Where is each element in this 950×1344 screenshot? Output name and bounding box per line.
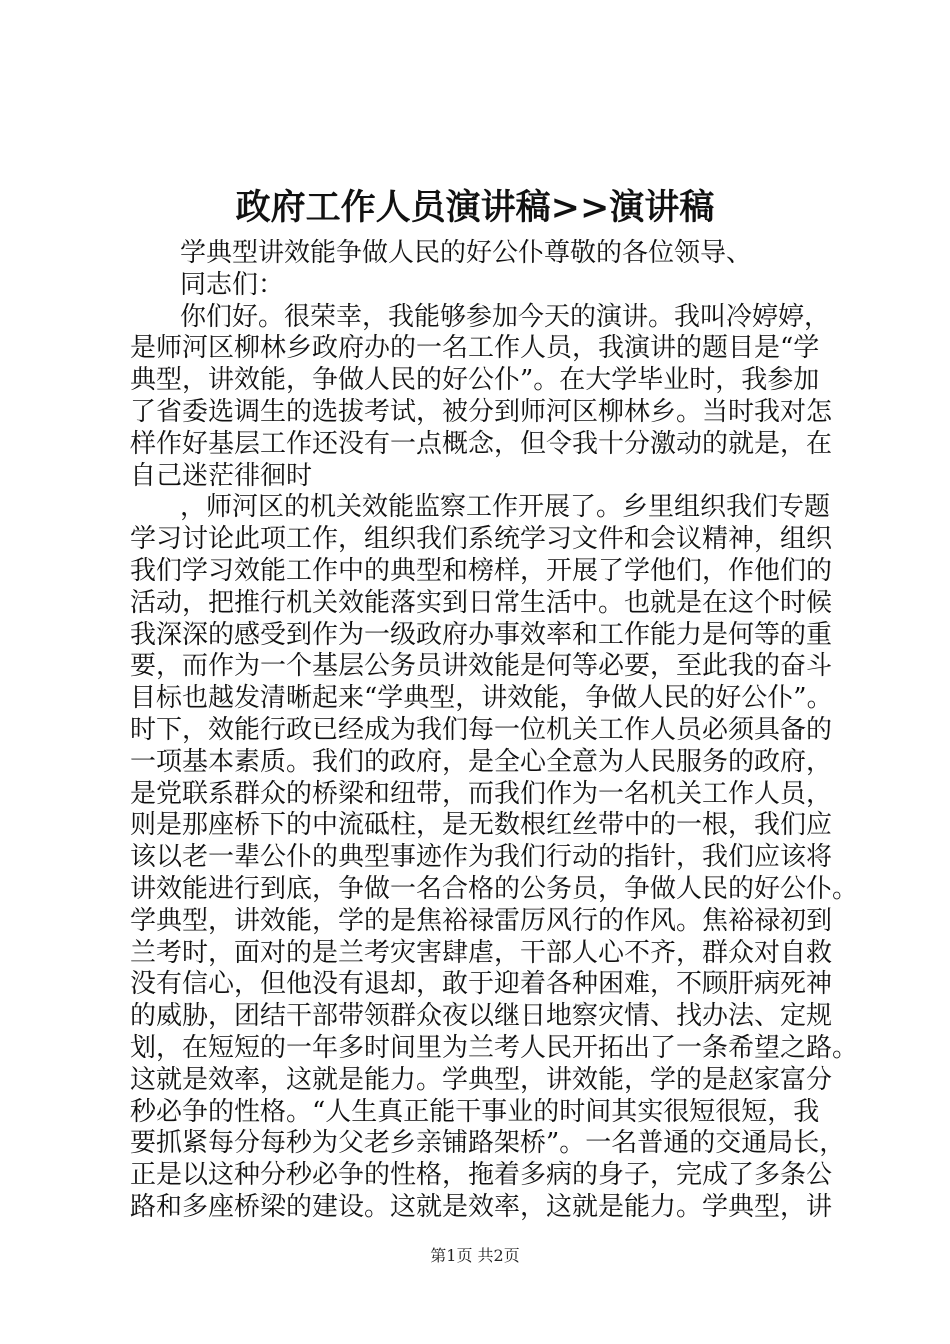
text-line: 活动，把推行机关效能落实到日常生活中。也就是在这个时候 [130,587,833,618]
document-title: 政府工作人员演讲稿>>演讲稿 [235,187,715,228]
text-line: 该以老一辈公仆的典型事迹作为我们行动的指针，我们应该将 [130,842,833,873]
text-line: ，师河区的机关效能监察工作开展了。乡里组织我们专题 [180,492,831,523]
text-line: 是师河区柳林乡政府办的一名工作人员，我演讲的题目是“学 [130,333,820,364]
text-line: 同志们： [180,269,285,300]
text-line: 时下，效能行政已经成为我们每一位机关工作人员必须具备的 [130,714,833,745]
text-line: 自己迷茫徘徊时 [130,460,313,491]
page-footer: 第1页 共2页 [430,1246,520,1265]
text-line: 了省委选调生的选拔考试，被分到师河区柳林乡。当时我对怎 [130,396,833,427]
text-line: 我深深的感受到作为一级政府办事效率和工作能力是何等的重 [130,619,833,650]
text-line: 目标也越发清晰起来“学典型，讲效能，争做人民的好公仆”。 [130,683,833,714]
text-line: 要，而作为一个基层公务员讲效能是何等必要，至此我的奋斗 [130,651,833,682]
text-line: 兰考时，面对的是兰考灾害肆虐，干部人心不齐，群众对自救 [130,937,833,968]
text-line: 你们好。很荣幸，我能够参加今天的演讲。我叫冷婷婷， [180,301,831,332]
text-line: 讲效能进行到底，争做一名合格的公务员，争做人民的好公仆。 [130,873,859,904]
text-line: 一项基本素质。我们的政府，是全心全意为人民服务的政府， [130,746,833,777]
text-line: 划，在短短的一年多时间里为兰考人民开拓出了一条希望之路。 [130,1032,859,1063]
text-line: 要抓紧每分每秒为父老乡亲铺路架桥”。一名普通的交通局长， [130,1128,846,1159]
text-line: 学典型讲效能争做人民的好公仆尊敬的各位领导、 [180,238,753,268]
text-line: 正是以这种分秒必争的性格，拖着多病的身子，完成了多条公 [130,1160,833,1191]
text-line: 则是那座桥下的中流砥柱，是无数根红丝带中的一根，我们应 [130,810,833,841]
text-line: 学习讨论此项工作，组织我们系统学习文件和会议精神，组织 [130,524,833,555]
text-line: 的威胁，团结干部带领群众夜以继日地察灾情、找办法、定规 [130,1001,833,1032]
text-line: 路和多座桥梁的建设。这就是效率，这就是能力。学典型，讲 [130,1191,833,1222]
text-line: 秒必争的性格。“人生真正能干事业的时间其实很短很短，我 [130,1096,820,1127]
text-line: 没有信心，但他没有退却，敢于迎着各种困难，不顾肝病死神 [130,969,833,1000]
text-line: 学典型，讲效能，学的是焦裕禄雷厉风行的作风。焦裕禄初到 [130,905,833,936]
text-line: 是党联系群众的桥梁和纽带，而我们作为一名机关工作人员， [130,778,833,809]
text-line: 我们学习效能工作中的典型和榜样，开展了学他们，作他们的 [130,555,833,586]
text-line: 样作好基层工作还没有一点概念，但令我十分激动的就是，在 [130,428,833,459]
text-line: 这就是效率，这就是能力。学典型，讲效能，学的是赵家富分 [130,1064,833,1095]
document-body [130,238,859,1224]
text-line: 典型，讲效能，争做人民的好公仆”。在大学毕业时，我参加 [130,365,820,396]
